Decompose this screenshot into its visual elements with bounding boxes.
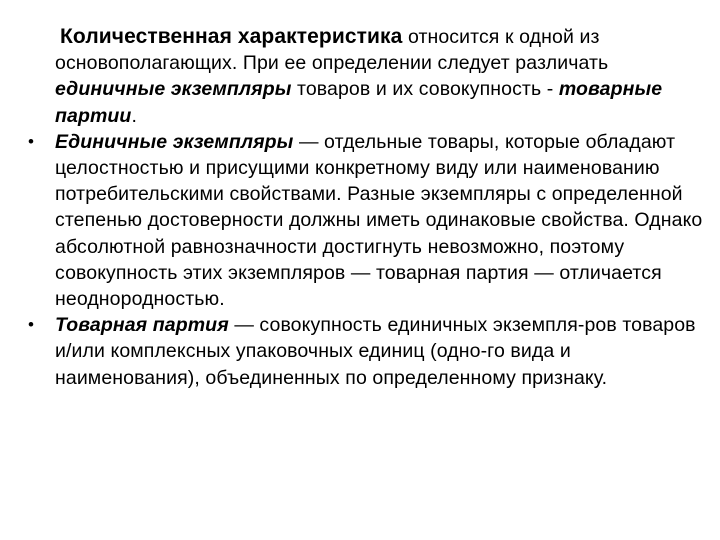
slide-body [28,24,708,391]
bullet-text-batch: — совокупность единичных экземпля-ров товаров и/или комплексных упаковочных единиц (одно-го вида и наименования), объединенных по определенному признаку. [55,314,696,389]
intro-term-batches: товарные партии [55,78,663,127]
intro-term-single-items: единичные экземпляры [55,78,292,101]
bullet-item-single-items [28,129,708,312]
bullet-term-batch: Товарная партия [55,314,229,337]
intro-paragraph [28,24,708,129]
intro-text-2: товаров и их совокупность - [291,78,559,101]
bullet-text-single-items: — отдельные товары, которые обладают целостностью и присущими конкретному виду или наименованию потребительскими свойствами. Разные экземпляры с определенной степенью достоверности должны иметь одинаковые свойства. Однако абсолютной равнозначности достигнуть невозможно, поэтому совокупность этих экземпляров — товарная партия — отличается неоднородностью. [55,130,703,311]
intro-term: Количественная характеристика [60,25,403,48]
intro-text-1: относится к одной из основополагающих. При ее определении следует различать [55,26,609,75]
bullet-marker: • [28,315,35,335]
intro-text-3: . [131,104,137,127]
bullet-term-single-items: Единичные экземпляры [55,130,294,153]
bullet-item-batch [28,312,708,391]
bullet-marker: • [28,131,35,151]
